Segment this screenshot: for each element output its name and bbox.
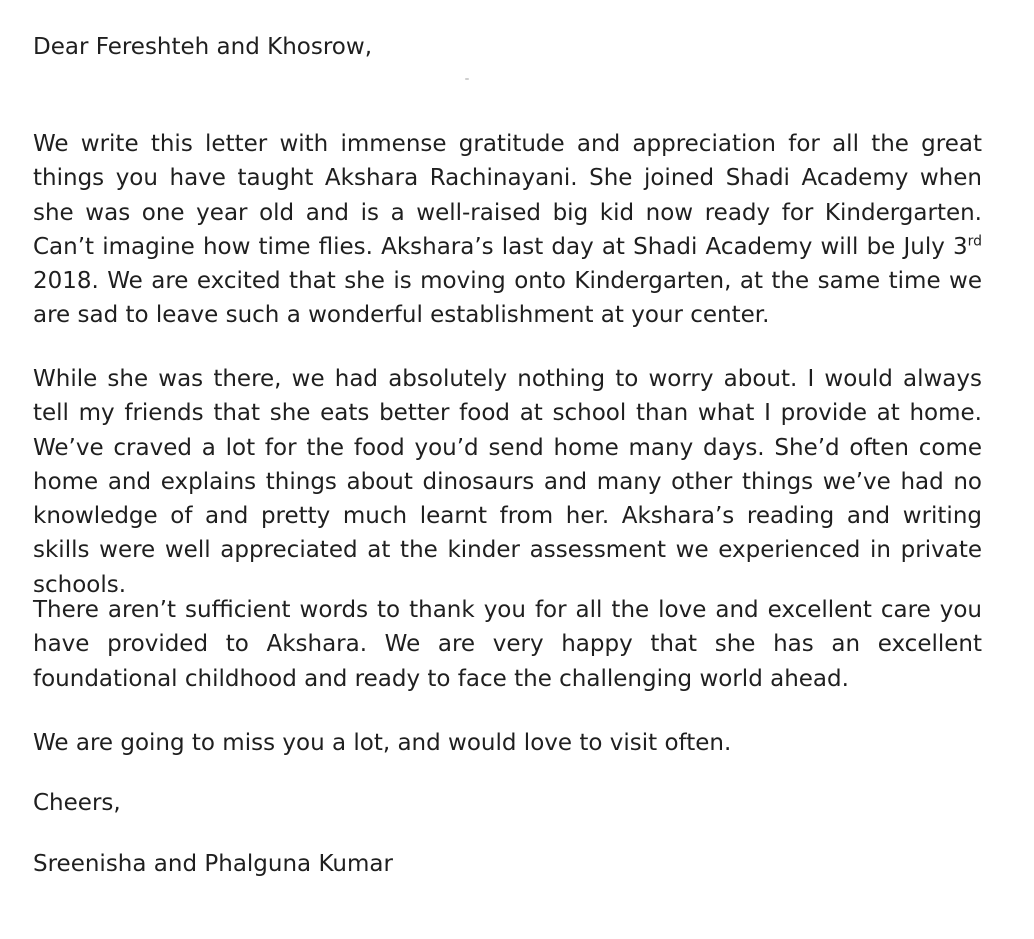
signature: Sreenisha and Phalguna Kumar [33,851,393,877]
paragraph-gratitude-text-end: 2018. We are excited that she is moving onto Kindergarten, at the same time we are sad to leave such a wonderful establishment at your center. [33,268,982,329]
paragraph-gratitude [33,127,982,333]
closing: Cheers, [33,790,121,816]
paragraph-thanks: There aren’t sufficient words to thank you for all the love and excellent care you have provided to Akshara. We are very happy that she has an excellent foundational childhood and ready to face the challenging world ahead. [33,597,982,692]
paragraph-miss-you: We are going to miss you a lot, and would love to visit often. [33,730,732,756]
paragraph-experience: While she was there, we had absolutely nothing to worry about. I would always tell my friends that she eats better food at school than what I provide at home. We’ve craved a lot for the food you’d send home many days. She’d often come home and explains things about dinosaurs and many other things we’ve had no knowledge of and pretty much learnt from her. Akshara’s reading and writing skills were well appreciated at the kinder assessment we experienced in private schools. [33,366,982,598]
paragraph-gratitude-text-start: We write this letter with immense gratitude and appreciation for all the great things you have taught Akshara Rachinayani. She joined Shadi Academy when she was one year old and is a well-raised big kid now ready for Kindergarten. Can’t imagine how time flies. Akshara’s last day at Shadi Academy will be July 3 [33,131,982,260]
ordinal-suffix: rd [967,233,982,250]
salutation: Dear Fereshteh and Khosrow, [33,34,373,60]
scan-speck [465,78,469,80]
